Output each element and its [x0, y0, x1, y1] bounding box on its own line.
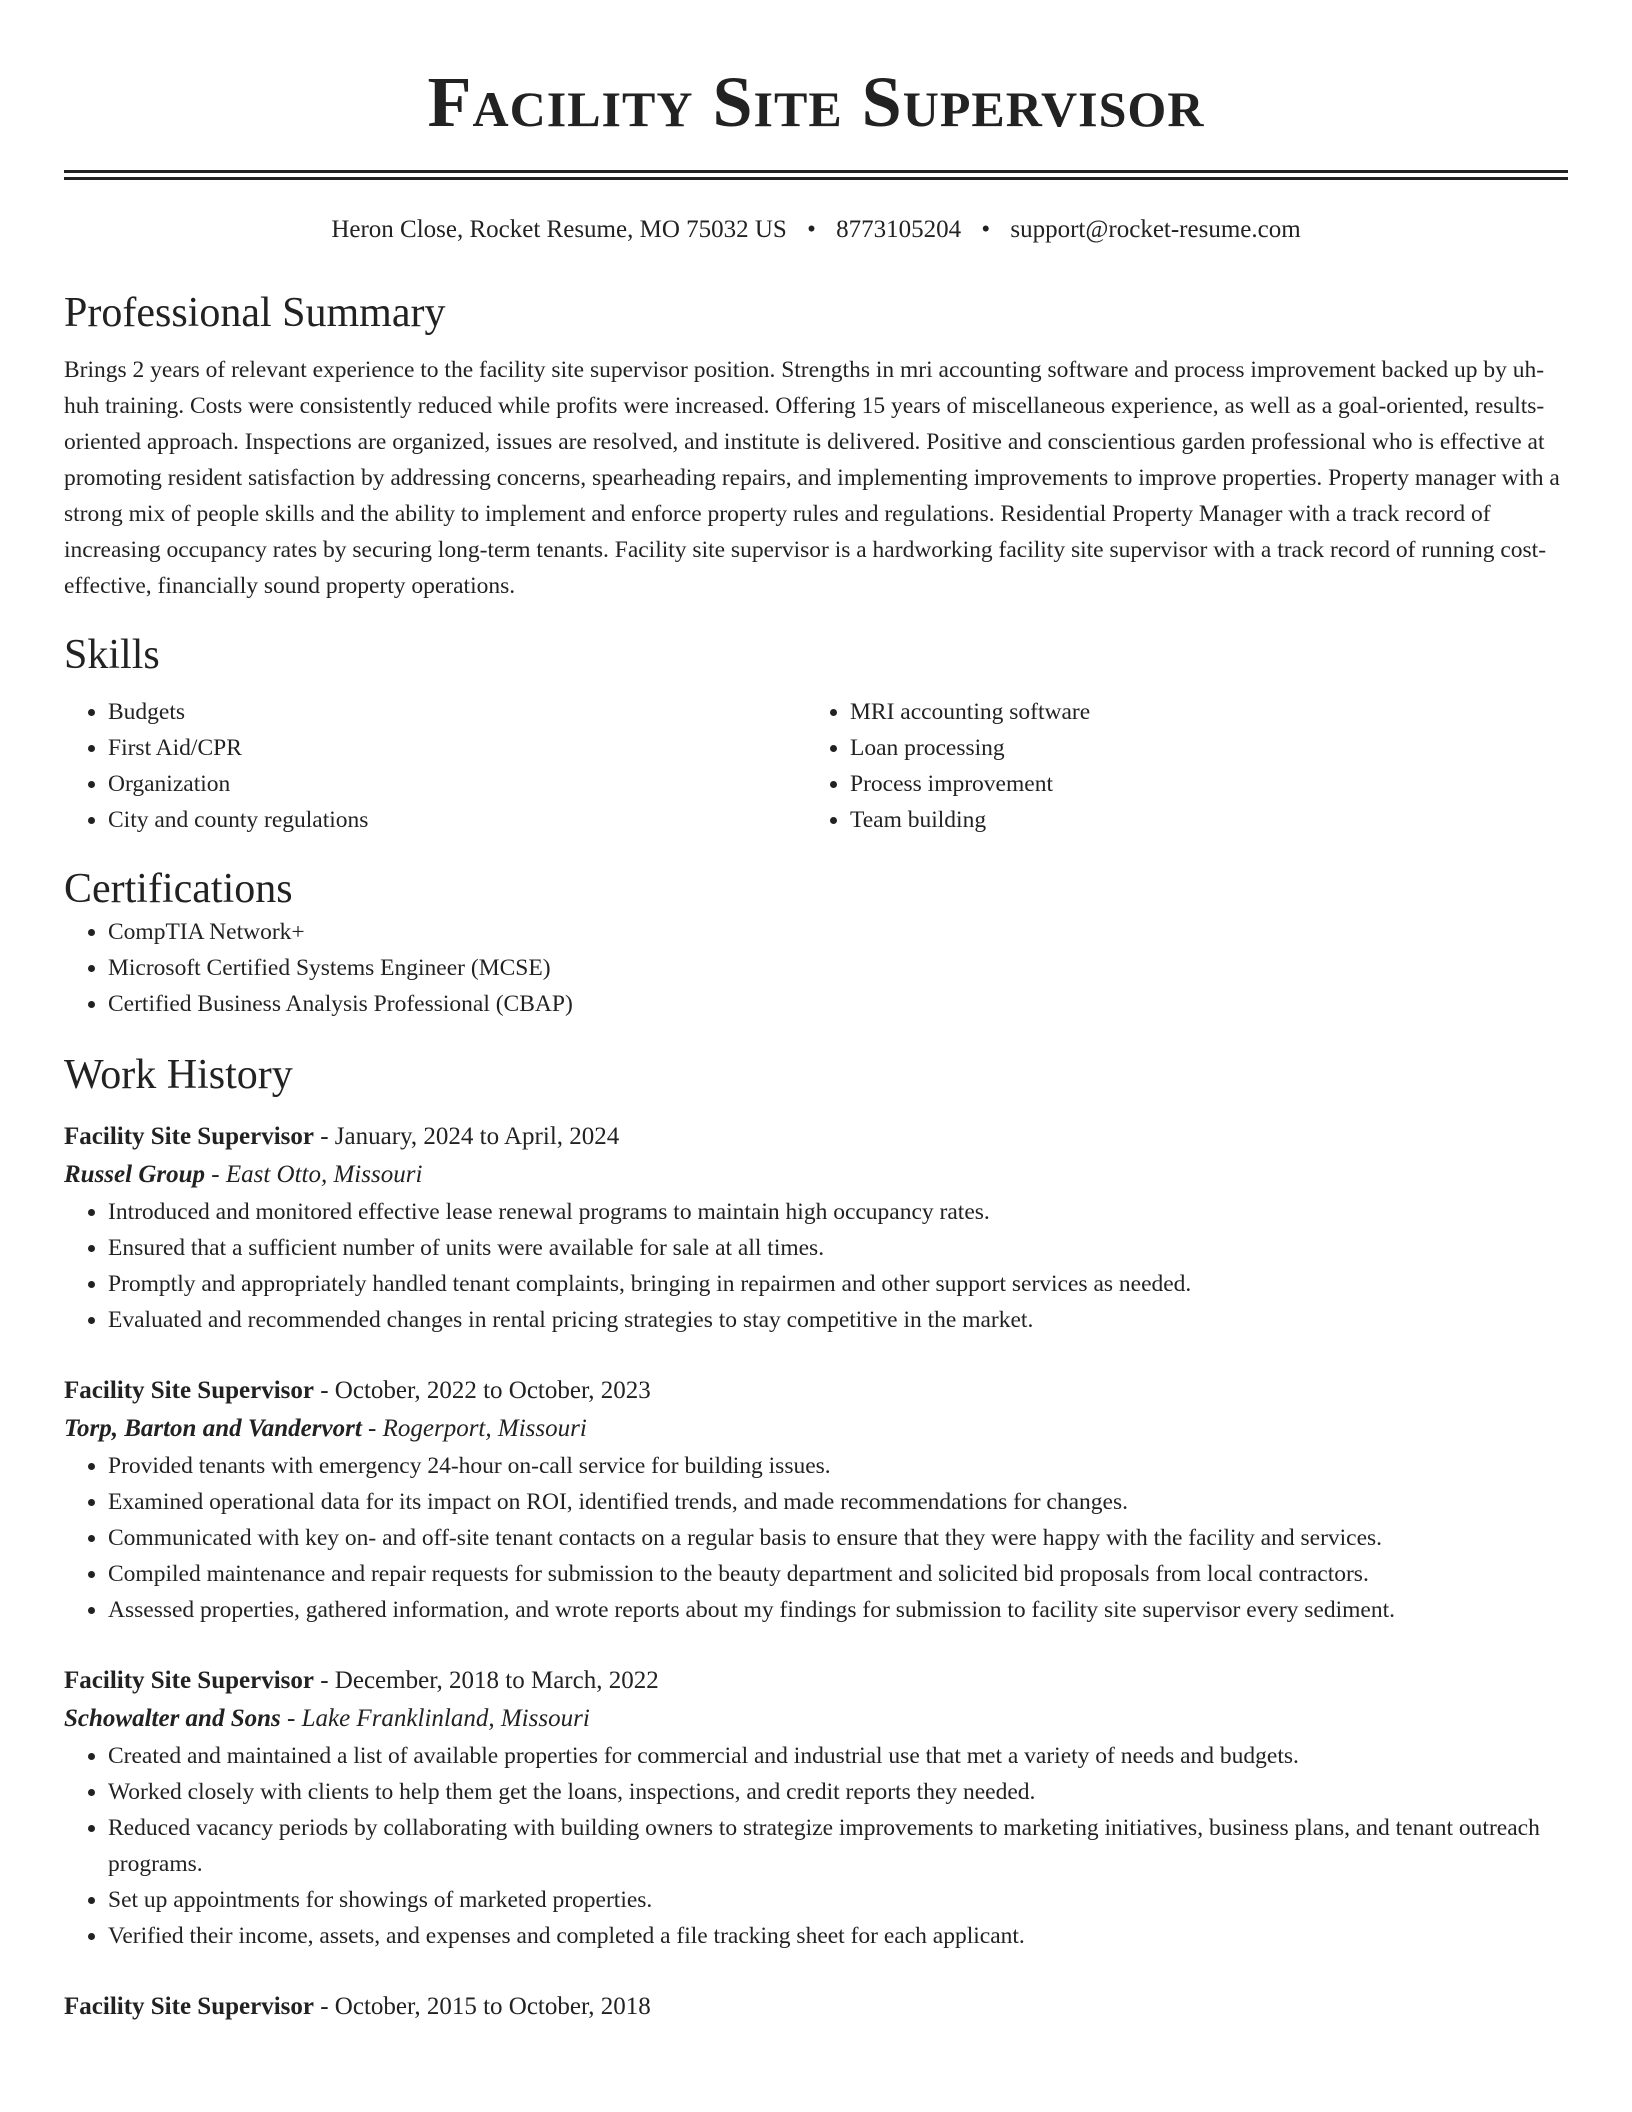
certification-item: • Certified Business Analysis Professional (CBAP) [108, 986, 1568, 1022]
job-location: - Rogerport, Missouri [361, 1415, 587, 1442]
job-dates: - December, 2018 to March, 2022 [313, 1667, 659, 1694]
job-bullet: • Created and maintained a list of available properties for commercial and industrial use that met a variety of needs and budgets. [108, 1738, 1568, 1774]
job-company: Torp, Barton and Vandervort [64, 1415, 362, 1442]
skill-item: • Team building [850, 802, 1548, 838]
job-bullet: • Promptly and appropriately handled tenant complaints, bringing in repairmen and other support services as needed. [108, 1266, 1568, 1302]
skill-item: • Organization [108, 766, 806, 802]
job-title-line [64, 1662, 1568, 1700]
job-dates: - January, 2024 to April, 2024 [313, 1123, 620, 1150]
job-bullet: • Assessed properties, gathered information, and wrote reports about my findings for submission to facility site supervisor every sediment. [108, 1592, 1568, 1628]
job-entry [64, 1988, 1568, 2026]
certification-item: • Microsoft Certified Systems Engineer (MCSE) [108, 950, 1568, 986]
certifications-list [64, 914, 1568, 1022]
job-title-line [64, 1372, 1568, 1410]
job-title: Facility Site Supervisor [64, 1123, 314, 1150]
skill-item: • Budgets [108, 694, 806, 730]
certifications-heading: Certifications [64, 866, 293, 912]
job-title-line [64, 1988, 1568, 2026]
skills-column-right [806, 694, 1548, 838]
skills-list-left [64, 694, 806, 838]
job-bullet: • Verified their income, assets, and expenses and completed a file tracking sheet for each applicant. [108, 1918, 1568, 1954]
skills-column-left [64, 694, 806, 838]
job-entry [64, 1118, 1568, 1338]
job-company: Schowalter and Sons [64, 1705, 281, 1732]
job-bullet: • Set up appointments for showings of marketed properties. [108, 1882, 1568, 1918]
skills-heading: Skills [64, 632, 160, 678]
job-entry [64, 1662, 1568, 1954]
job-bullet: • Compiled maintenance and repair requests for submission to the beauty department and solicited bid proposals from local contractors. [108, 1556, 1568, 1592]
contact-phone: 8773105204 [836, 216, 962, 243]
job-title-line [64, 1118, 1568, 1156]
job-company-line [64, 1410, 1568, 1448]
job-bullet: • Reduced vacancy periods by collaborating with building owners to strategize improvements to marketing initiatives, business plans, and tenant outreach programs. [108, 1810, 1568, 1882]
skills-list-right [806, 694, 1548, 838]
skill-item: • City and county regulations [108, 802, 806, 838]
contact-email: support@rocket-resume.com [1010, 216, 1301, 243]
skills-grid [64, 694, 1568, 838]
job-dates: - October, 2015 to October, 2018 [313, 1993, 651, 2020]
bullet-separator: • [981, 216, 991, 243]
job-bullet: • Ensured that a sufficient number of units were available for sale at all times. [108, 1230, 1568, 1266]
contact-address: Heron Close, Rocket Resume, MO 75032 US [331, 216, 787, 243]
job-bullet: • Worked closely with clients to help them get the loans, inspections, and credit reports they needed. [108, 1774, 1568, 1810]
job-company-line [64, 1700, 1568, 1738]
skill-item: • Loan processing [850, 730, 1548, 766]
job-bullet: • Evaluated and recommended changes in rental pricing strategies to stay competitive in the market. [108, 1302, 1568, 1338]
work-history-heading: Work History [64, 1052, 293, 1098]
skill-item: • Process improvement [850, 766, 1548, 802]
job-location: - Lake Franklinland, Missouri [280, 1705, 590, 1732]
job-title: Facility Site Supervisor [64, 1377, 314, 1404]
job-bullet: • Provided tenants with emergency 24-hour on-call service for building issues. [108, 1448, 1568, 1484]
job-dates: - October, 2022 to October, 2023 [313, 1377, 651, 1404]
job-bullet-list [64, 1194, 1568, 1338]
skill-item: • MRI accounting software [850, 694, 1548, 730]
job-bullet-list [64, 1448, 1568, 1628]
contact-line [64, 214, 1568, 246]
resume-title: Facility Site Supervisor [427, 62, 1205, 142]
job-bullet: • Introduced and monitored effective lease renewal programs to maintain high occupancy rates. [108, 1194, 1568, 1230]
bullet-separator: • [807, 216, 816, 243]
job-bullet: • Communicated with key on- and off-site tenant contacts on a regular basis to ensure that they were happy with the facility and services. [108, 1520, 1568, 1556]
summary-text: Brings 2 years of relevant experience to the facility site supervisor position. Strengths in mri accounting software and process improvement backed up by uh-huh training. Costs were consistently reduced while profits were increased. Offering 15 years of miscellaneous experience, as well as a goal-oriented, results-oriented approach. Inspections are organized, issues are resolved, and institute is delivered. Positive and conscientious garden professional who is effective at promoting resident satisfaction by addressing concerns, spearheading repairs, and implementing improvements to improve properties. Property manager with a strong mix of people skills and the ability to implement and enforce property rules and regulations. Residential Property Manager with a track record of increasing occupancy rates by securing long-term tenants. Facility site supervisor is a hardworking facility site supervisor with a track record of running cost-effective, financially sound property operations. [64, 357, 1560, 599]
job-entry [64, 1372, 1568, 1628]
double-rule-divider [64, 170, 1568, 180]
job-bullet-list [64, 1738, 1568, 1954]
job-title: Facility Site Supervisor [64, 1667, 314, 1694]
summary-heading: Professional Summary [64, 290, 446, 336]
job-company-line [64, 1156, 1568, 1194]
certification-item: • CompTIA Network+ [108, 914, 1568, 950]
job-bullet: • Examined operational data for its impact on ROI, identified trends, and made recommendations for changes. [108, 1484, 1568, 1520]
job-title: Facility Site Supervisor [64, 1993, 314, 2020]
job-location: - East Otto, Missouri [205, 1161, 423, 1188]
job-company: Russel Group [64, 1161, 206, 1188]
skill-item: • First Aid/CPR [108, 730, 806, 766]
